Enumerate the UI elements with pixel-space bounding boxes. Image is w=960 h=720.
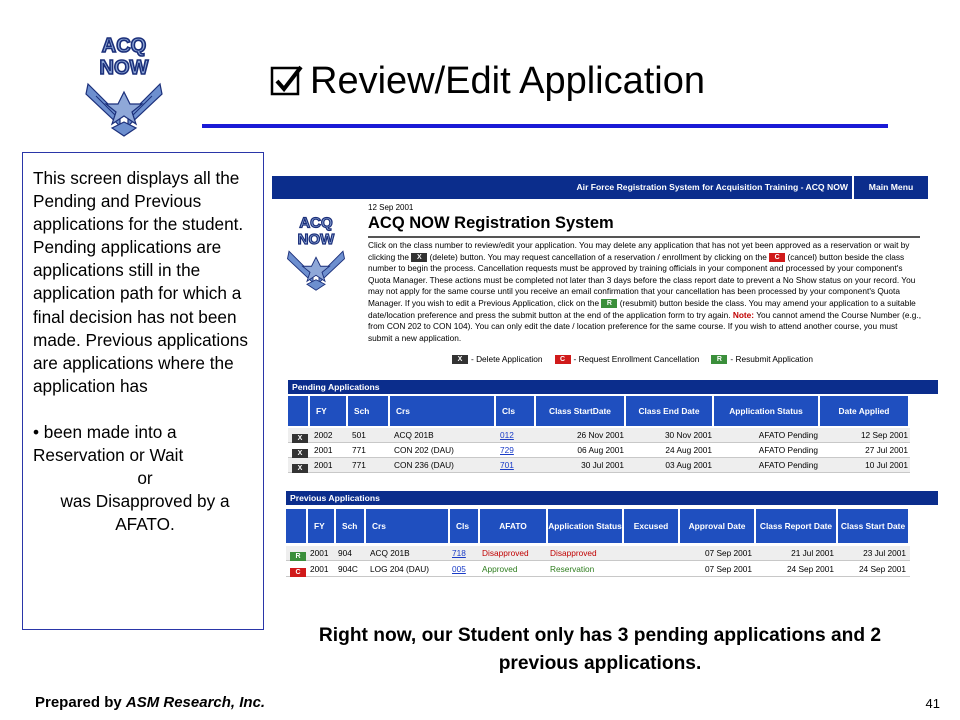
registration-title-rule	[368, 236, 920, 238]
pending-row-1-end: 30 Nov 2001	[664, 430, 712, 440]
previous-header-afato: AFATO	[480, 509, 548, 543]
pending-row-3-applied: 10 Jul 2001	[865, 460, 908, 470]
description-tail: was Disapproved by a AFATO.	[60, 491, 230, 535]
previous-row-1-cls-link[interactable]: 718	[452, 548, 466, 558]
previous-row-1	[286, 546, 910, 561]
pending-row-2-start: 06 Aug 2001	[577, 445, 624, 455]
previous-row-2-report: 24 Sep 2001	[786, 564, 834, 574]
title-underline	[202, 124, 888, 128]
previous-row-1-status: Disapproved	[550, 548, 597, 558]
previous-row-1-start: 23 Jul 2001	[863, 548, 906, 558]
pending-applications-heading: Pending Applications	[288, 380, 938, 394]
previous-header-sch: Sch	[336, 509, 366, 543]
inline-delete-button: X	[411, 253, 427, 262]
previous-row-2	[286, 562, 910, 577]
checkbox-checked-icon	[270, 64, 304, 98]
pending-row-2-fy: 2001	[314, 445, 333, 455]
legend-delete-button: X	[452, 355, 468, 364]
pending-header-cls: Cls	[496, 396, 536, 426]
previous-row-2-fy: 2001	[310, 564, 329, 574]
inline-cancel-button: C	[769, 253, 785, 262]
previous-row-1-approval: 07 Sep 2001	[704, 548, 752, 558]
small-logo-text-bottom: NOW	[297, 230, 335, 248]
pending-row-1-status: AFATO Pending	[758, 430, 818, 440]
previous-row-2-cancel-button[interactable]: C	[290, 568, 306, 577]
pending-row-3-sch: 771	[352, 460, 366, 470]
slide-title-row	[270, 58, 705, 104]
page-number: 41	[925, 696, 940, 711]
instructions-part-2: (delete) button. You may request cancellation of a reservation / enrollment by clicking on the	[429, 251, 767, 262]
pending-row-3-start: 30 Jul 2001	[581, 460, 624, 470]
pending-row-1-start: 26 Nov 2001	[576, 430, 624, 440]
acq-now-logo	[84, 30, 164, 140]
previous-applications-heading: Previous Applications	[286, 491, 938, 505]
button-legend	[452, 354, 825, 364]
legend-resubmit-label: - Resubmit Application	[730, 354, 813, 364]
legend-cancel-label: - Request Enrollment Cancellation	[573, 354, 700, 364]
pending-row-2	[288, 443, 910, 458]
registration-system-title: ACQ NOW Registration System	[368, 214, 614, 232]
pending-row-2-cls-link[interactable]: 729	[500, 445, 514, 455]
pending-row-3	[288, 458, 910, 473]
previous-row-2-status: Reservation	[550, 564, 595, 574]
pending-row-1-applied: 12 Sep 2001	[860, 430, 908, 440]
air-force-wings-icon	[86, 84, 162, 136]
pending-header-action	[288, 396, 310, 426]
previous-row-2-afato: Approved	[482, 564, 518, 574]
instructions-part-5: You cannot amend the Course Number (e.g., from CON 202 to CON 104). You can only edit the date / location preference for the same course. If you wish to attend another course, you must submit a new application.	[368, 309, 922, 343]
pending-row-3-cls-link[interactable]: 701	[500, 460, 514, 470]
acq-now-small-logo	[286, 206, 346, 298]
current-date: 12 Sep 2001	[368, 203, 414, 212]
logo-text-bottom: NOW	[99, 57, 149, 79]
inline-resubmit-button: R	[601, 299, 617, 308]
description-gap	[33, 398, 257, 421]
pending-row-1-sch: 501	[352, 430, 366, 440]
pending-row-3-end: 03 Aug 2001	[665, 460, 712, 470]
pending-header-fy: FY	[310, 396, 348, 426]
small-logo-text-top: ACQ	[299, 214, 333, 232]
pending-header-class-end: Class End Date	[626, 396, 714, 426]
pending-row-2-end: 24 Aug 2001	[665, 445, 712, 455]
previous-row-2-approval: 07 Sep 2001	[704, 564, 752, 574]
previous-row-2-sch: 904C	[338, 564, 358, 574]
pending-row-1-cls-link[interactable]: 012	[500, 430, 514, 440]
legend-resubmit	[711, 354, 813, 364]
previous-row-2-cls-link[interactable]: 005	[452, 564, 466, 574]
previous-header-fy: FY	[308, 509, 336, 543]
pending-row-3-fy: 2001	[314, 460, 333, 470]
small-air-force-wings-icon	[288, 251, 345, 290]
previous-header-approval-date: Approval Date	[680, 509, 756, 543]
previous-row-1-resubmit-button[interactable]: R	[290, 552, 306, 561]
pending-row-1	[288, 428, 910, 443]
pending-row-3-status: AFATO Pending	[758, 460, 818, 470]
previous-header-cls: Cls	[450, 509, 480, 543]
instructions-text	[368, 240, 924, 344]
previous-header-class-report-date: Class Report Date	[756, 509, 838, 543]
pending-header-date-applied: Date Applied	[820, 396, 910, 426]
instructions-part-1: Click on the class number to review/edit your application. You may delete any application that has not yet been approved as a reservation or wait by clicking the	[368, 240, 910, 262]
pending-header-application-status: Application Status	[714, 396, 820, 426]
previous-row-1-fy: 2001	[310, 548, 329, 558]
previous-row-1-report: 21 Jul 2001	[791, 548, 834, 558]
system-name: Air Force Registration System for Acquisition Training - ACQ NOW	[576, 182, 848, 192]
summary-caption: Right now, our Student only has 3 pending applications and 2 previous applications.	[318, 625, 882, 674]
pending-row-2-status: AFATO Pending	[758, 445, 818, 455]
previous-header-excused: Excused	[624, 509, 680, 543]
previous-row-2-start: 24 Sep 2001	[858, 564, 906, 574]
description-bullet: • been made into a Reservation or Wait	[33, 421, 184, 466]
legend-cancel	[555, 354, 700, 364]
previous-header-class-start-date: Class Start Date	[838, 509, 910, 543]
previous-row-1-sch: 904	[338, 548, 352, 558]
pending-row-1-delete-button[interactable]: X	[292, 434, 308, 443]
footer-prefix: Prepared by	[35, 694, 126, 711]
previous-row-2-crs: LOG 204 (DAU)	[370, 564, 430, 574]
instructions-part-4: (resubmit) button beside the class. You may amend your application to a suitable date/location preference and press the submit button at the end of the application form to try again.	[368, 297, 916, 320]
previous-header-crs: Crs	[366, 509, 450, 543]
previous-row-1-afato: Disapproved	[482, 548, 529, 558]
pending-header-sch: Sch	[348, 396, 390, 426]
previous-header-application-status: Application Status	[548, 509, 624, 543]
description-box	[22, 152, 264, 630]
legend-delete-label: - Delete Application	[471, 354, 543, 364]
logo-text-top: ACQ	[101, 35, 147, 57]
pending-row-3-delete-button[interactable]: X	[292, 464, 308, 473]
pending-row-2-sch: 771	[352, 445, 366, 455]
description-intro: This screen displays all the Pending and Previous applications for the student. Pending applications are applications still in the application path for which a final decision has not been made. Previous applications are applications where the application has	[33, 168, 248, 396]
slide-title: Review/Edit Application	[310, 59, 705, 102]
registration-screenshot	[272, 176, 928, 590]
description-or: or	[137, 468, 153, 489]
previous-row-1-crs: ACQ 201B	[370, 548, 410, 558]
legend-resubmit-button: R	[711, 355, 727, 364]
pending-row-3-crs: CON 236 (DAU)	[394, 460, 454, 470]
legend-delete	[452, 354, 543, 364]
pending-row-1-crs: ACQ 201B	[394, 430, 434, 440]
previous-header-action	[286, 509, 308, 543]
pending-row-2-crs: CON 202 (DAU)	[394, 445, 454, 455]
main-menu-button[interactable]: Main Menu	[852, 176, 928, 199]
instructions-part-3: (cancel) button beside the class number to begin the process. Cancellation requests must be approved by training officials in your component and processed by your component's Quota Manager. These actions must be completed not later than 3 days before the class report date to prevent a No Show status on your record. You may not apply for the same course until you receive an email confirmation that your cancellation has been processed by your component's Quota Manager. If you wish to edit a Previous Application, click on the	[368, 251, 916, 308]
pending-row-2-delete-button[interactable]: X	[292, 449, 308, 458]
system-top-bar	[272, 176, 928, 199]
pending-row-2-applied: 27 Jul 2001	[865, 445, 908, 455]
pending-header-crs: Crs	[390, 396, 496, 426]
footer-company: ASM Research, Inc.	[125, 694, 266, 711]
instructions-note-label: Note:	[732, 309, 755, 320]
pending-row-1-fy: 2002	[314, 430, 333, 440]
pending-header-class-start: Class StartDate	[536, 396, 626, 426]
legend-cancel-button: C	[555, 355, 571, 364]
footer-credit	[35, 694, 265, 711]
